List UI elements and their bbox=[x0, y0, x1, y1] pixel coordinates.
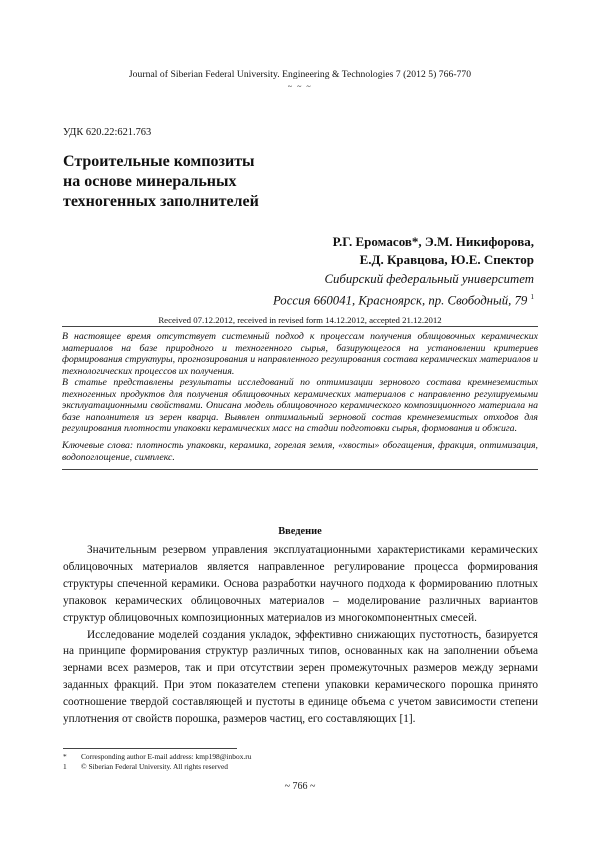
author-list bbox=[134, 233, 534, 269]
authors-line: Р.Г. Еромасов*, Э.М. Никифорова, bbox=[332, 234, 534, 249]
affiliation-address-text: Россия 660041, Красноярск, пр. Свободный, 79 bbox=[272, 293, 528, 308]
page-number: ~ 766 ~ bbox=[284, 781, 316, 792]
affiliation-name: Сибирский федеральный университет bbox=[324, 272, 534, 286]
authors-line: Е.Д. Кравцова, Ю.Е. Спектор bbox=[359, 252, 534, 267]
abstract-box bbox=[62, 326, 538, 470]
section-heading: Введение bbox=[278, 526, 322, 537]
journal-header: Journal of Siberian Federal University. Engineering & Technologies 7 (2012 5) 766-770 bbox=[128, 69, 472, 80]
title-line: Строительные композиты bbox=[63, 153, 255, 170]
body-text bbox=[63, 542, 538, 728]
footnote-divider bbox=[63, 748, 237, 749]
title-line: на основе минеральных bbox=[63, 173, 237, 190]
header-ornament: ~ ~ ~ bbox=[287, 82, 313, 91]
footnote-text: Corresponding author E-mail address: kmp198@inbox.ru bbox=[81, 752, 252, 761]
paper-title bbox=[63, 152, 323, 212]
footnote bbox=[63, 762, 538, 772]
affiliation-note-mark: 1 bbox=[530, 293, 534, 301]
abstract bbox=[62, 331, 538, 435]
udk-code: УДК 620.22:621.763 bbox=[63, 127, 152, 138]
body-paragraph: Исследование моделей создания укладок, эффективно снижающих пустотность, базируется на принципе формирования структур различных типов, основанных как на заполнении объема зернами всех размеров, так и при отсутствии зерен промежуточных размеров между зернами заданных фракций. При этом показателем степени упаковки керамического порошка принято соотношение твердой составляющей и пустоты в единице объема с учетом зависимости степени уплотнения от свойств порошка, размеров частиц, его составляющих [1]. bbox=[63, 628, 538, 726]
affiliation bbox=[114, 270, 534, 309]
affiliation-address bbox=[114, 288, 534, 309]
title-line: техногенных заполнителей bbox=[63, 193, 259, 210]
keywords: Ключевые слова: плотность упаковки, керамика, горелая земля, «хвосты» обогащения, фракция, оптимизация, водопоглощение, симплекс. bbox=[62, 439, 538, 463]
body-paragraph: Значительным резервом управления эксплуатационными характеристиками керамических облицовочных материалов является направленное регулирование процесса формирования структуры спеченной керамики. Основа разработки научного подхода к формированию плотных упаковок керамических облицовочных материалов – моделирование различных вариантов структур облицовочных композиционных материалов из многокомпонентных смесей. bbox=[63, 544, 538, 624]
footnote-text: © Siberian Federal University. All rights reserved bbox=[81, 762, 228, 771]
abstract-paragraph: В статье представлены результаты исследований по оптимизации зернового состава кремнеземистых техногенных продуктов для получения облицовочных керамических материалов с направленно регулируемыми эксплуатационными свойствами. Описана модель облицовочного керамического композиционного материала на базе наполнителя из зерен кварца. Выявлен оптимальный зерновой состав кремнеземистых отходов для регулирования плотности упаковки керамических масс на стадии подготовки сырья, формования и обжига. bbox=[62, 377, 538, 435]
footnote-mark: * bbox=[63, 752, 67, 761]
footnote-mark: 1 bbox=[63, 762, 67, 771]
abstract-paragraph: В настоящее время отсутствует системный подход к процессам получения облицовочных керамических материалов на базе природного и техногенного сырья, базирующегося на установлении критериев формирования структуры, прогнозирования и направленного регулирования состава керамических материалов и технологических процессов их получения. bbox=[62, 331, 538, 377]
received-dates: Received 07.12.2012, received in revised form 14.12.2012, accepted 21.12.2012 bbox=[158, 315, 442, 325]
footnote bbox=[63, 752, 538, 762]
footnotes bbox=[63, 752, 538, 772]
